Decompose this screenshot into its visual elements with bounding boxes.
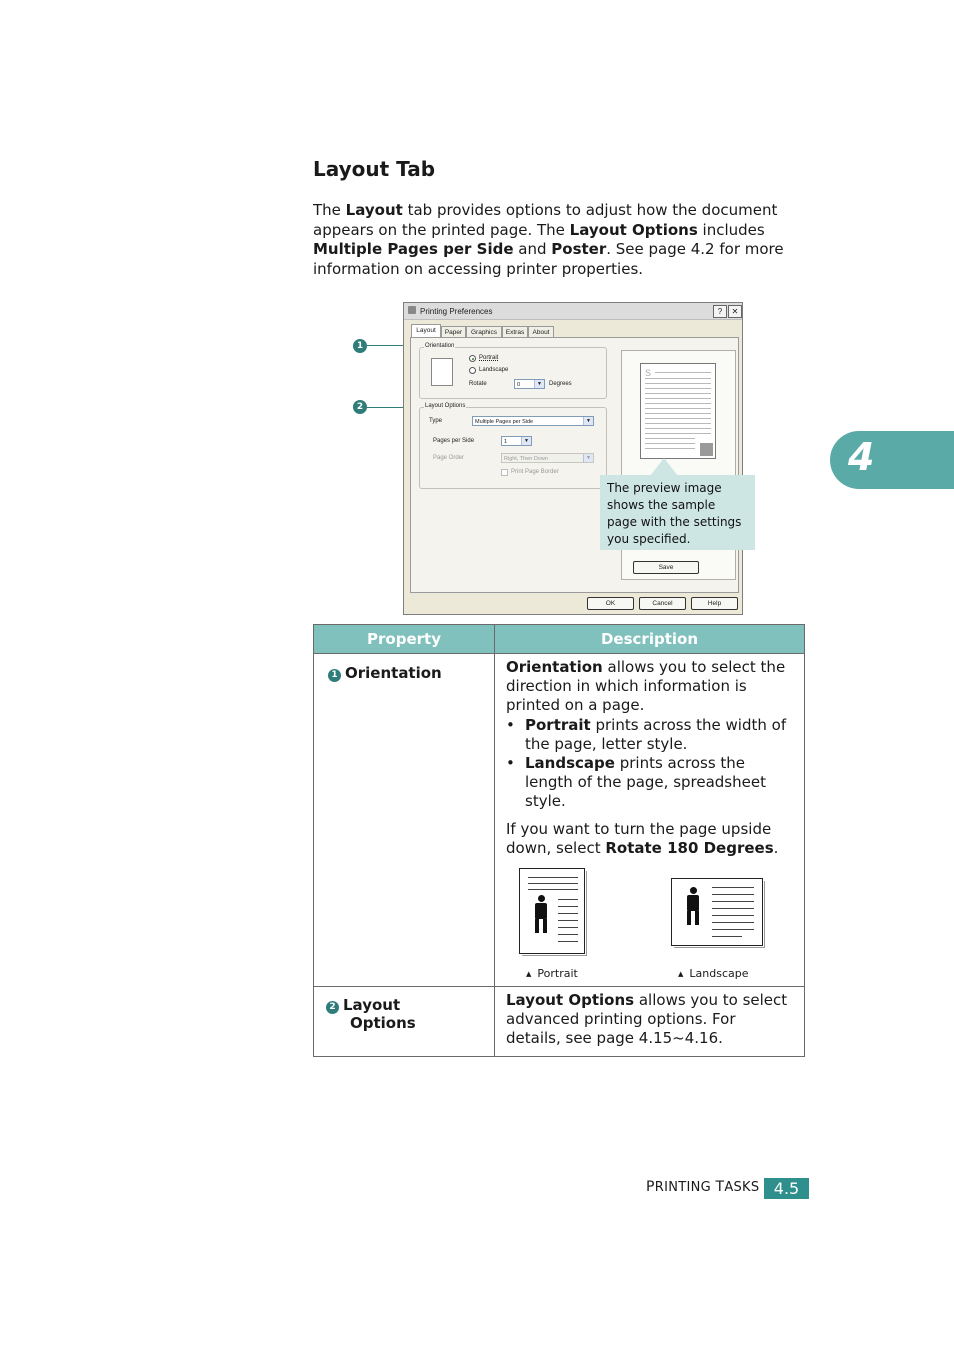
preview-letter: S bbox=[645, 368, 652, 378]
preview-page bbox=[640, 363, 716, 459]
pages-per-side-select[interactable] bbox=[501, 436, 532, 446]
page-order-label: Page Order bbox=[433, 455, 465, 461]
table-header-row bbox=[314, 625, 805, 654]
bullet-text: prints across the width of the page, letter style. bbox=[525, 715, 787, 753]
landscape-radio[interactable] bbox=[469, 367, 476, 374]
note-end: . bbox=[773, 838, 779, 857]
callout-marker-2: 2 bbox=[353, 400, 367, 414]
intro-bold-layout-options: Layout Options bbox=[569, 220, 698, 239]
bullet-bold: Landscape bbox=[525, 754, 615, 773]
preview-photo bbox=[700, 443, 713, 456]
marker-2: 2 bbox=[326, 1001, 339, 1014]
help-button[interactable]: Help bbox=[691, 597, 738, 610]
orientation-group-label: Orientation bbox=[425, 343, 455, 349]
portrait-page-illustration bbox=[519, 868, 585, 954]
property-cell bbox=[314, 654, 495, 987]
printer-icon bbox=[408, 306, 416, 314]
callout-marker-1: 1 bbox=[353, 339, 367, 353]
page-number: 4.5 bbox=[773, 1179, 800, 1198]
table-row bbox=[314, 987, 805, 1057]
description-cell bbox=[495, 987, 805, 1057]
intro-text: and bbox=[513, 240, 552, 258]
print-page-border-checkbox[interactable] bbox=[501, 469, 508, 476]
tab-paper[interactable]: Paper bbox=[441, 326, 466, 338]
ok-button[interactable]: OK bbox=[587, 597, 634, 610]
help-title-button[interactable]: ? bbox=[713, 305, 727, 318]
portrait-label: Portrait bbox=[479, 355, 499, 361]
chevron-down-icon: ▼ bbox=[583, 417, 593, 425]
bullet-text: prints across the length of the page, spreadsheet style. bbox=[525, 754, 766, 811]
property-table bbox=[313, 624, 805, 1057]
intro-bold-multiple-pages: Multiple Pages per Side bbox=[313, 240, 514, 258]
chevron-down-icon: ▼ bbox=[534, 380, 544, 388]
portrait-caption: ▲ Portrait bbox=[526, 964, 578, 984]
intro-text: tab provides options to adjust how the document appears on the printed page. The bbox=[313, 201, 778, 239]
layout-tab-panel bbox=[410, 337, 739, 593]
intro-text: The bbox=[313, 201, 346, 219]
type-value: Multiple Pages per Side bbox=[475, 419, 534, 425]
desc-text: allows you to select advanced printing options. For details, see page 4.15~4.16. bbox=[506, 991, 788, 1048]
printing-preferences-dialog bbox=[403, 302, 743, 615]
pages-per-side-label: Pages per Side bbox=[433, 438, 475, 444]
layout-options-group-label: Layout Options bbox=[425, 403, 466, 409]
page-order-value: Right, Then Down bbox=[504, 456, 548, 462]
landscape-page-illustration bbox=[671, 878, 763, 946]
property-orientation: Orientation bbox=[345, 664, 442, 682]
intro-bold-layout: Layout bbox=[345, 201, 403, 219]
callout-pointer bbox=[650, 458, 678, 476]
degrees-label: Degrees bbox=[549, 381, 572, 387]
orientation-description bbox=[506, 658, 794, 716]
tab-layout[interactable]: Layout bbox=[411, 324, 441, 338]
property-cell bbox=[314, 987, 495, 1057]
bullet-landscape bbox=[506, 754, 794, 812]
landscape-caption: ▲ Landscape bbox=[678, 964, 748, 984]
rotate-value: 0 bbox=[517, 382, 521, 388]
desc-bold: Layout Options bbox=[506, 991, 635, 1010]
chapter-tab bbox=[830, 431, 954, 489]
save-button[interactable]: Save bbox=[633, 561, 699, 574]
rotate-select[interactable] bbox=[514, 379, 545, 389]
property-options: Options bbox=[350, 1014, 416, 1033]
intro-paragraph bbox=[313, 201, 803, 279]
tab-graphics[interactable]: Graphics bbox=[466, 326, 502, 338]
intro-bold-poster: Poster bbox=[551, 240, 607, 258]
desc-text: allows you to select the direction in which information is printed on a page. bbox=[506, 658, 786, 715]
tab-extras[interactable]: Extras bbox=[502, 326, 528, 338]
bullet-bold: Portrait bbox=[525, 715, 591, 734]
page-heading: Layout Tab bbox=[313, 157, 436, 181]
header-description: Description bbox=[495, 625, 805, 654]
dialog-title-bar bbox=[404, 303, 742, 320]
header-property: Property bbox=[314, 625, 495, 654]
table-row bbox=[314, 654, 805, 987]
print-page-border-label: Print Page Border bbox=[511, 469, 559, 475]
note-text: If you want to turn the page upside down, select bbox=[506, 819, 772, 857]
intro-text: . See page 4.2 for more information on accessing printer properties. bbox=[313, 240, 784, 278]
marker-1: 1 bbox=[328, 669, 341, 682]
page-order-select[interactable] bbox=[501, 453, 594, 463]
chapter-number: 4 bbox=[848, 435, 875, 479]
chevron-down-icon: ▼ bbox=[521, 437, 531, 445]
type-label: Type bbox=[429, 418, 443, 424]
document-icon bbox=[431, 358, 453, 386]
orientation-illustrations bbox=[506, 866, 794, 986]
preview-callout: The preview image shows the sample page with the settings you specified. bbox=[600, 475, 755, 550]
property-layout: Layout bbox=[343, 996, 401, 1015]
cancel-button[interactable]: Cancel bbox=[639, 597, 686, 610]
rotate-label: Rotate bbox=[469, 381, 487, 387]
intro-text: includes bbox=[697, 220, 765, 239]
footer-section-title: PRINTING TASKS bbox=[646, 1179, 760, 1195]
layout-options-description bbox=[506, 991, 794, 1049]
rotate-note bbox=[506, 820, 794, 858]
dialog-title: Printing Preferences bbox=[420, 307, 493, 316]
note-bold: Rotate 180 Degrees bbox=[605, 838, 774, 857]
footer-page-badge bbox=[764, 1178, 809, 1199]
bullet-portrait bbox=[506, 716, 794, 754]
landscape-label: Landscape bbox=[479, 367, 509, 373]
type-select[interactable] bbox=[472, 416, 594, 426]
description-cell bbox=[495, 654, 805, 987]
tab-about[interactable]: About bbox=[528, 326, 554, 338]
pages-per-side-value: 1 bbox=[504, 439, 508, 445]
portrait-radio[interactable] bbox=[469, 355, 476, 362]
close-icon[interactable]: ✕ bbox=[728, 305, 742, 318]
desc-bold: Orientation bbox=[506, 658, 603, 676]
chevron-down-icon: ▼ bbox=[583, 454, 593, 462]
